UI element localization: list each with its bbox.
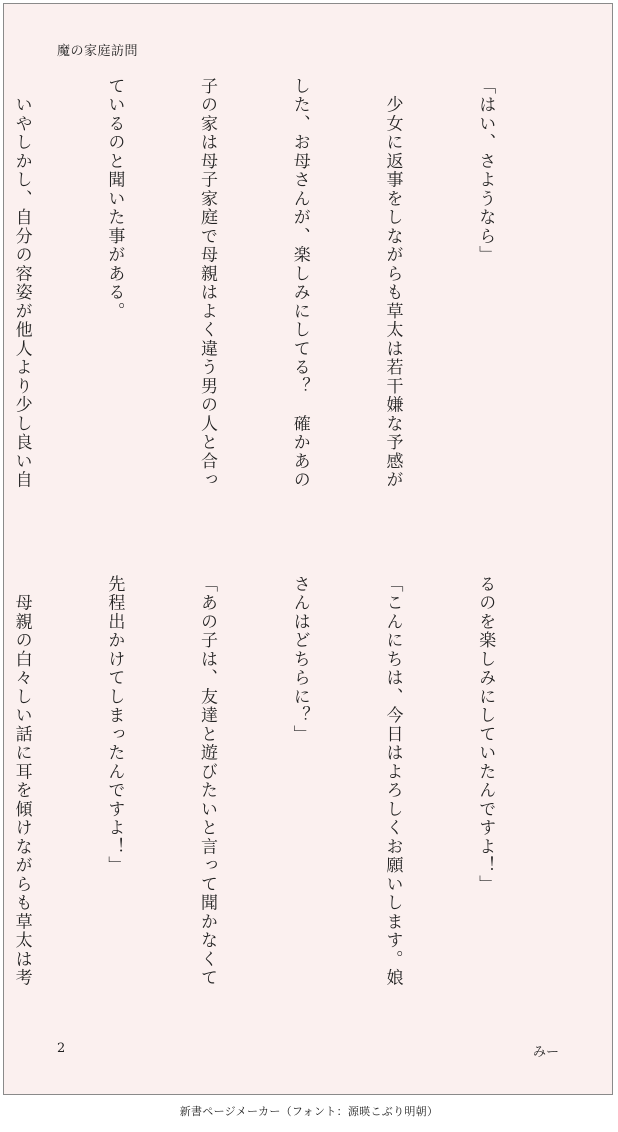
- text-block-top: [0, 77, 562, 547]
- text-column: さんはどちらに？」: [289, 575, 310, 744]
- footer-credit: 新書ページメーカー（フォント：源暎こぶり明朝）: [179, 1105, 439, 1118]
- text-column: 子の家は母子家庭で母親はよく違う男の人と合っ: [197, 77, 218, 490]
- text-block-bottom: [0, 575, 562, 1030]
- text-column: ているのと聞いた事がある。: [104, 77, 125, 321]
- text-column: 少女に返事をしながらも草太は若干嫌な予感が: [382, 77, 403, 490]
- text-column: 「こんにちは、今日はよろしくお願いします。娘: [382, 575, 403, 988]
- author-name: みー: [532, 1045, 559, 1060]
- text-column: した、お母さんが、楽しみにしてる？ 確かあの: [289, 77, 310, 490]
- page-number: 2: [57, 1041, 66, 1056]
- text-column: 「はい、さようなら」: [475, 77, 496, 265]
- text-column: 先程出かけてしまったんですよ！」: [104, 575, 125, 875]
- text-column: るのを楽しみにしていたんですよ！」: [475, 575, 496, 894]
- text-column: 母親の白々しい話に耳を傾けながらも草太は考: [11, 575, 32, 988]
- text-column: いやしかし、自分の容姿が他人より少し良い自: [11, 77, 32, 490]
- book-page: [3, 3, 613, 1095]
- running-title: 魔の家庭訪問: [57, 44, 139, 59]
- text-column: 「あの子は、友達と遊びたいと言って聞かなくて: [197, 575, 218, 988]
